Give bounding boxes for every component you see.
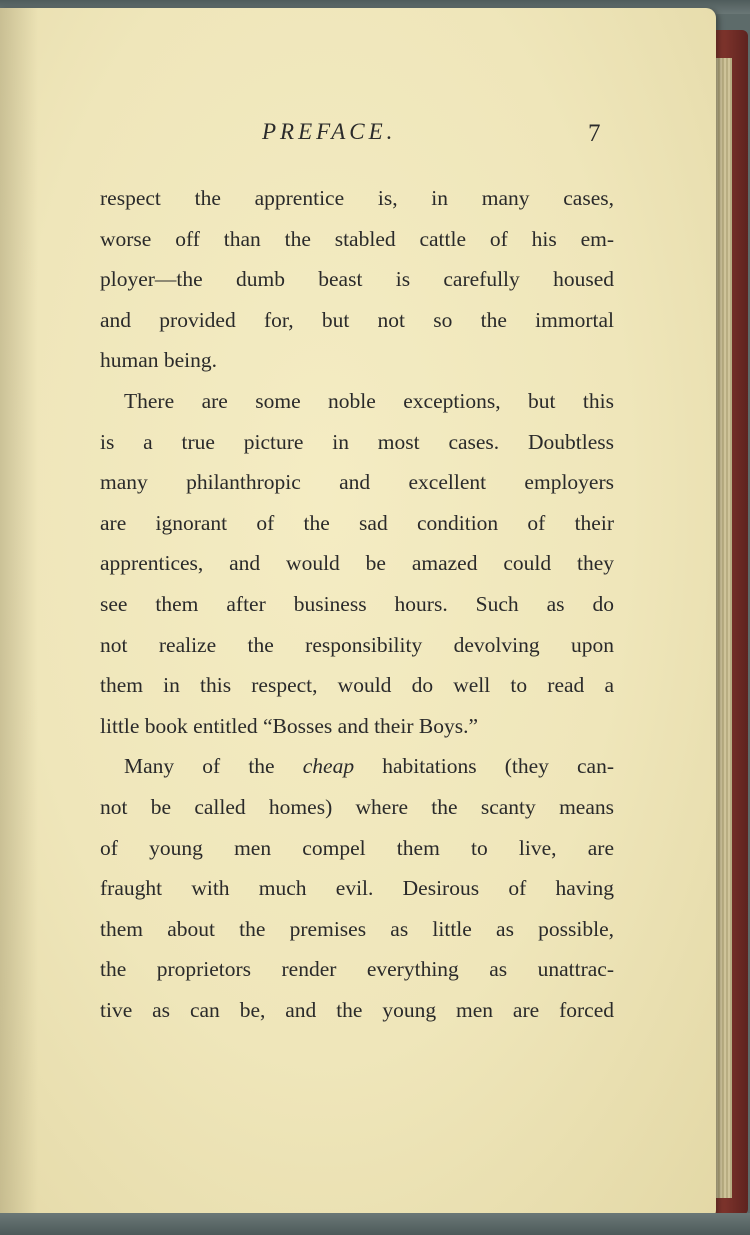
text-line: of young men compel them to live, are [100,835,614,860]
text-line: There are some noble exceptions, but this [124,388,614,413]
text-line: them about the premises as little as possible, [100,916,614,941]
text-line: apprentices, and would be amazed could they [100,551,614,576]
text-line: ployer—the dumb beast is carefully housed [100,267,614,292]
text-line: not be called homes) where the scanty means [100,794,614,819]
text-fragment: Many of the [124,754,275,779]
body-text [100,178,614,1030]
text-line: little book entitled “Bosses and their Boys.” [100,713,478,738]
text-line: see them after business hours. Such as do [100,591,614,616]
text-line: is a true picture in most cases. Doubtless [100,429,614,454]
text-line-with-emphasis [100,746,614,787]
emphasis-word: cheap [302,754,355,779]
text-line: the proprietors render everything as unattrac- [100,957,614,982]
text-line: not realize the responsibility devolving upon [100,632,614,657]
text-line: fraught with much evil. Desirous of having [100,876,614,901]
text-line: and provided for, but not so the immortal [100,307,614,332]
running-head-title: PREFACE. [262,119,397,144]
text-line: worse off than the stabled cattle of his em- [100,226,614,251]
text-fragment: habitations (they can- [382,754,615,779]
text-line: respect the apprentice is, in many cases, [100,186,614,210]
text-line: them in this respect, would do well to read a [100,673,614,698]
text-line: tive as can be, and the young men are forced [100,997,614,1022]
text-line: are ignorant of the sad condition of their [100,510,614,535]
scan-background-bottom [0,1213,750,1235]
text-line: many philanthropic and excellent employers [100,470,614,495]
text-line: human being. [100,348,218,373]
gutter-shadow [0,8,38,1220]
page-number: 7 [588,120,601,147]
